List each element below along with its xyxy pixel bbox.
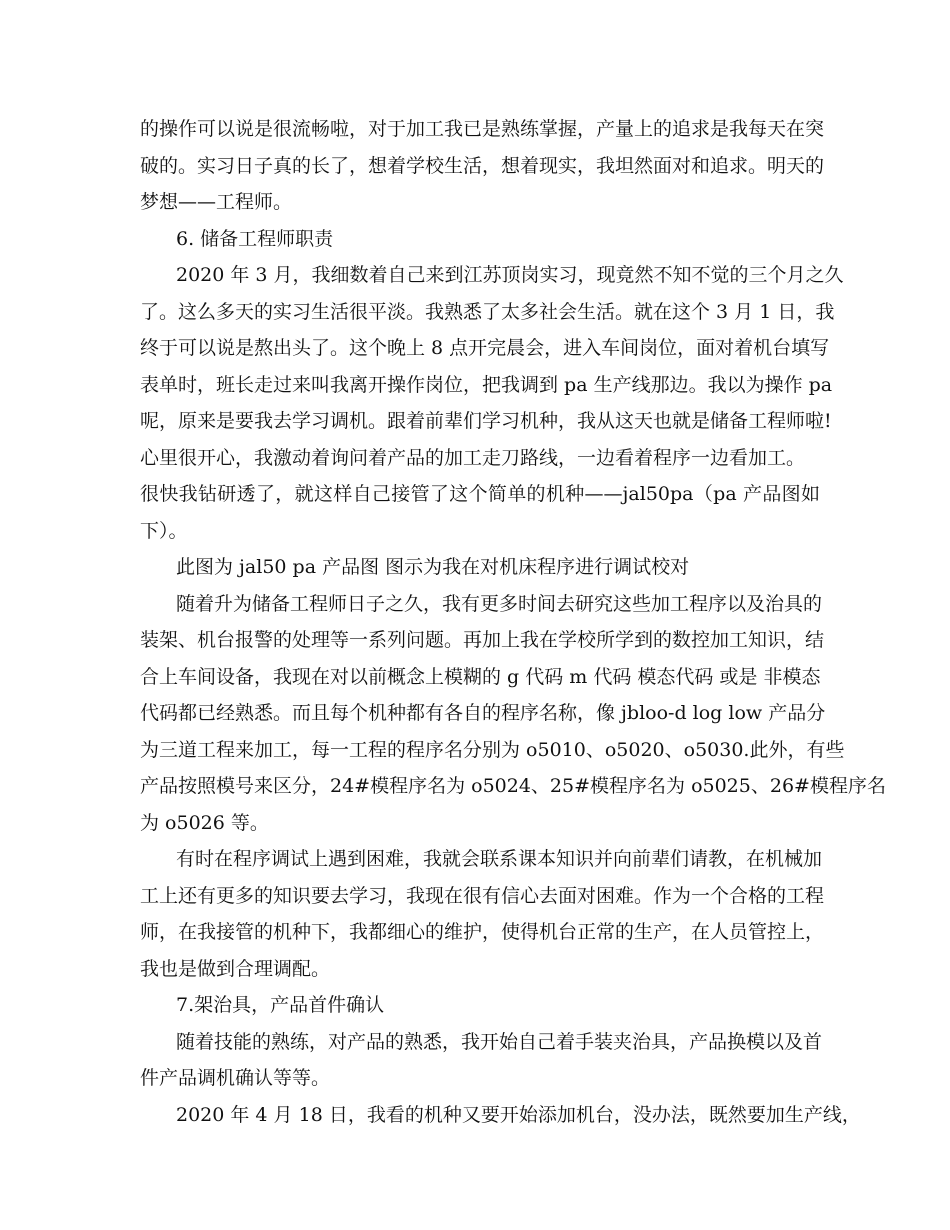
text-line: 件产品调机确认等等。 (140, 1067, 331, 1089)
text-line: 的操作可以说是很流畅啦，对于加工我已是熟练掌握，产量上的追求是我每天在突 (140, 118, 825, 140)
text-line: 破的。实习日子真的长了，想着学校生活，想着现实，我坦然面对和追求。明天的 (140, 155, 825, 177)
text-line: 2020 年 4 月 18 日，我看的机种又要开始添加机台，没办法，既然要加生产线， (176, 1104, 861, 1126)
section-heading: 7.架治具，产品首件确认 (176, 994, 385, 1016)
text-line: 我也是做到合理调配。 (140, 958, 331, 980)
text-line: 2020 年 3 月，我细数着自己来到江苏顶岗实习，现竟然不知不觉的三个月之久 (176, 264, 844, 286)
text-line: 很快我钻研透了，就这样自己接管了这个简单的机种——jal50pa（pa 产品图如 (140, 483, 820, 505)
text-line: 心里很开心，我激动着询问着产品的加工走刀路线，一边看着程序一边看加工。 (140, 447, 806, 469)
text-line: 师，在我接管的机种下，我都细心的维护，使得机台正常的生产，在人员管控上， (140, 921, 825, 943)
text-line: 表单时，班长走过来叫我离开操作岗位，把我调到 pa 生产线那边。我以为操作 pa (140, 374, 833, 396)
text-line: 代码都已经熟悉。而且每个机种都有各自的程序名称，像 jbloo-d log low 产品分 (140, 702, 826, 724)
text-line: 随着技能的熟练，对产品的熟悉，我开始自己着手装夹治具，产品换模以及首 (176, 1031, 823, 1053)
section-heading: 6. 储备工程师职责 (176, 228, 334, 250)
text-line: 为三道工程来加工，每一工程的程序名分别为 o5010、o5020、o5030.此外，有些 (140, 739, 845, 761)
text-line: 装架、机台报警的处理等一系列问题。再加上我在学校所学到的数控加工知识，结 (140, 629, 825, 651)
text-line: 呢，原来是要我去学习调机。跟着前辈们学习机种，我从这天也就是储备工程师啦! (140, 410, 832, 432)
text-line: 梦想——工程师。 (140, 191, 293, 213)
figure-caption: 此图为 jal50 pa 产品图 图示为我在对机床程序进行调试校对 (176, 556, 690, 578)
text-line: 终于可以说是熬出头了。这个晚上 8 点开完晨会，进入车间岗位，面对着机台填写 (140, 337, 830, 359)
text-line: 工上还有更多的知识要去学习，我现在很有信心去面对困难。作为一个合格的工程 (140, 885, 825, 907)
text-line: 了。这么多天的实习生活很平淡。我熟悉了太多社会生活。就在这个 3 月 1 日，我 (140, 301, 835, 323)
text-line: 合上车间设备，我现在对以前概念上模糊的 g 代码 m 代码 模态代码 或是 非模态 (140, 666, 821, 688)
text-line: 下）。 (140, 520, 188, 542)
text-line: 为 o5026 等。 (140, 812, 269, 834)
text-line: 随着升为储备工程师日子之久，我有更多时间去研究这些加工程序以及治具的 (176, 593, 823, 615)
text-line: 有时在程序调试上遇到困难，我就会联系课本知识并向前辈们请教，在机械加 (176, 848, 823, 870)
text-line: 产品按照模号来区分，24#模程序名为 o5024、25#模程序名为 o5025、26#模程序名 (140, 775, 886, 797)
